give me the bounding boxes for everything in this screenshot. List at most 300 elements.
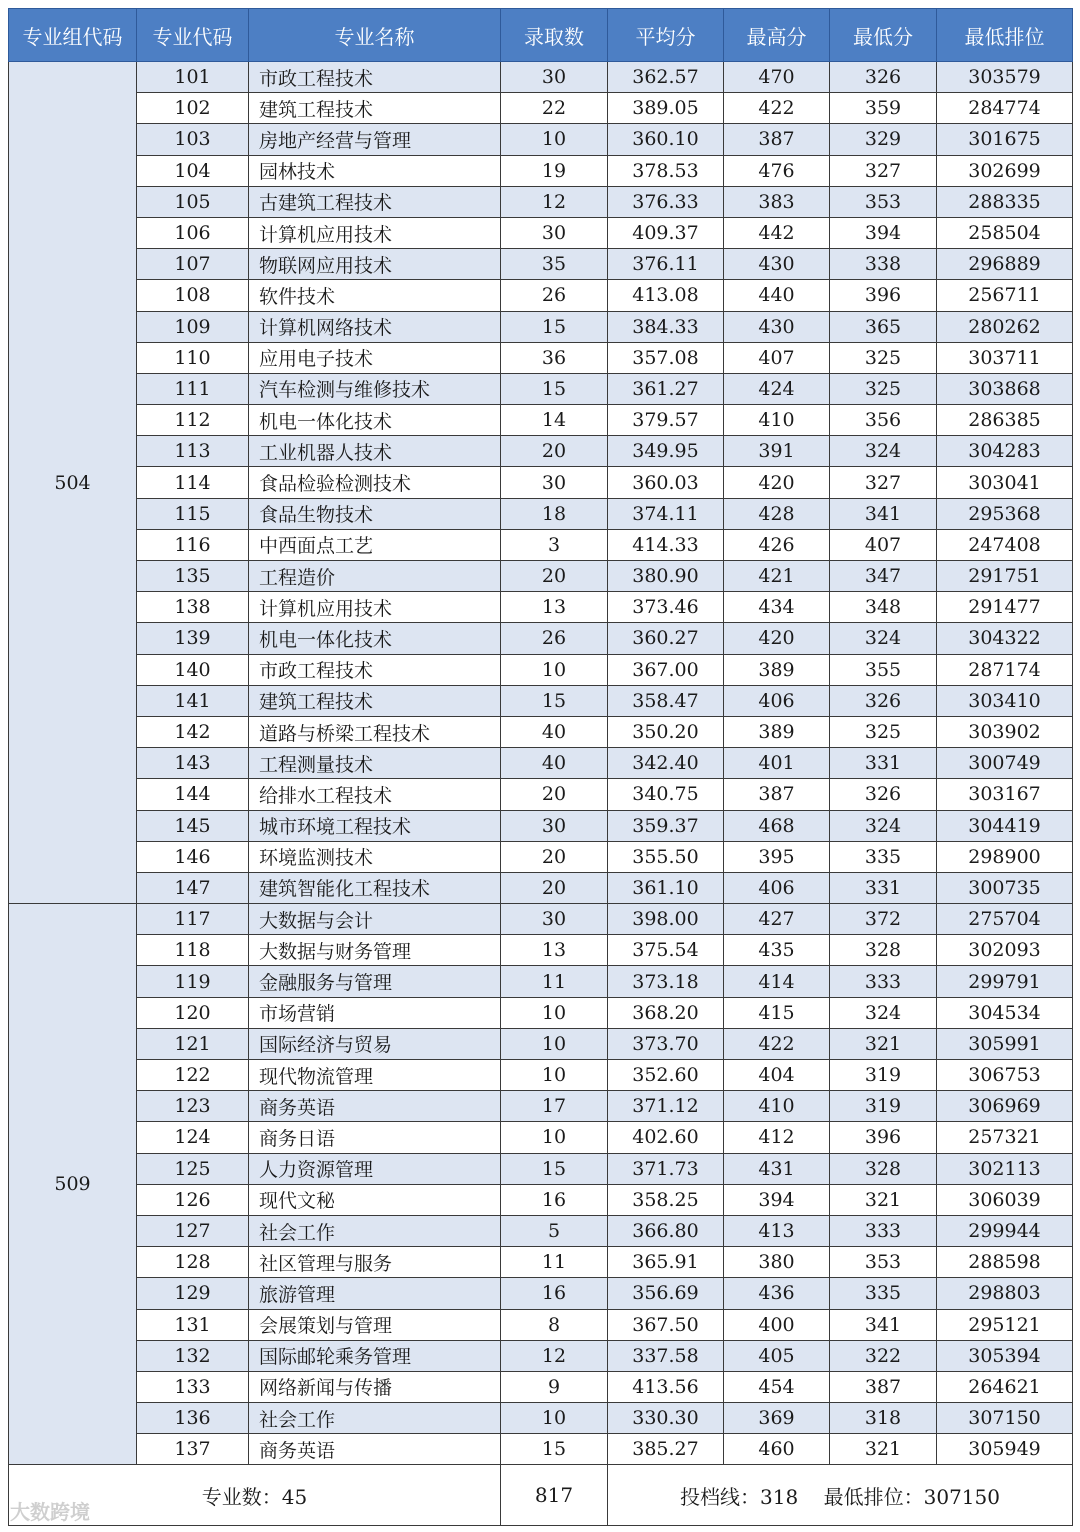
major-name-cell: 市场营销	[249, 997, 501, 1028]
min-score-cell: 394	[830, 217, 937, 248]
admitted-cell: 11	[501, 1247, 608, 1278]
average-cell: 409.37	[608, 217, 724, 248]
average-cell: 379.57	[608, 405, 724, 436]
admitted-cell: 26	[501, 623, 608, 654]
admitted-cell: 10	[501, 654, 608, 685]
min-rank-cell: 288598	[937, 1247, 1073, 1278]
max-score-cell: 394	[724, 1184, 830, 1215]
min-score-cell: 322	[830, 1340, 937, 1371]
min-score-cell: 331	[830, 872, 937, 903]
average-cell: 349.95	[608, 436, 724, 467]
admitted-cell: 36	[501, 342, 608, 373]
max-score-cell: 415	[724, 997, 830, 1028]
admitted-cell: 5	[501, 1215, 608, 1246]
major-code-cell: 114	[137, 467, 249, 498]
major-name-cell: 给排水工程技术	[249, 779, 501, 810]
major-name-cell: 应用电子技术	[249, 342, 501, 373]
min-rank-cell: 303167	[937, 779, 1073, 810]
major-name-cell: 现代物流管理	[249, 1060, 501, 1091]
major-code-cell: 125	[137, 1153, 249, 1184]
min-score-cell: 327	[830, 155, 937, 186]
min-rank-cell: 300749	[937, 748, 1073, 779]
major-name-cell: 社会工作	[249, 1403, 501, 1434]
table-row	[9, 748, 1073, 779]
average-cell: 350.20	[608, 716, 724, 747]
table-row	[9, 342, 1073, 373]
min-rank-cell: 303041	[937, 467, 1073, 498]
min-rank-cell: 299791	[937, 966, 1073, 997]
min-score-cell: 335	[830, 1278, 937, 1309]
admitted-cell: 30	[501, 217, 608, 248]
admitted-cell: 13	[501, 592, 608, 623]
average-cell: 330.30	[608, 1403, 724, 1434]
major-name-cell: 金融服务与管理	[249, 966, 501, 997]
header-average: 平均分	[608, 9, 724, 62]
major-name-cell: 计算机应用技术	[249, 217, 501, 248]
admitted-cell: 10	[501, 1403, 608, 1434]
min-rank-cell: 275704	[937, 904, 1073, 935]
admitted-cell: 10	[501, 997, 608, 1028]
admitted-cell: 16	[501, 1278, 608, 1309]
min-rank-cell: 303410	[937, 685, 1073, 716]
average-cell: 384.33	[608, 311, 724, 342]
max-score-cell: 420	[724, 467, 830, 498]
min-score-cell: 326	[830, 685, 937, 716]
min-rank-cell: 257321	[937, 1122, 1073, 1153]
min-rank-cell: 306969	[937, 1091, 1073, 1122]
average-cell: 371.12	[608, 1091, 724, 1122]
average-cell: 365.91	[608, 1247, 724, 1278]
admitted-cell: 13	[501, 935, 608, 966]
table-row	[9, 311, 1073, 342]
major-code-cell: 118	[137, 935, 249, 966]
average-cell: 398.00	[608, 904, 724, 935]
min-rank-cell: 300735	[937, 872, 1073, 903]
min-rank-cell: 302699	[937, 155, 1073, 186]
min-score-cell: 341	[830, 1309, 937, 1340]
average-cell: 376.11	[608, 249, 724, 280]
max-score-cell: 387	[724, 779, 830, 810]
min-score-cell: 348	[830, 592, 937, 623]
max-score-cell: 460	[724, 1434, 830, 1465]
min-score-cell: 324	[830, 810, 937, 841]
header-major-name: 专业名称	[249, 9, 501, 62]
max-score-cell: 380	[724, 1247, 830, 1278]
average-cell: 378.53	[608, 155, 724, 186]
min-rank-cell: 287174	[937, 654, 1073, 685]
max-score-cell: 391	[724, 436, 830, 467]
min-score-cell: 324	[830, 623, 937, 654]
major-name-cell: 会展策划与管理	[249, 1309, 501, 1340]
average-cell: 368.20	[608, 997, 724, 1028]
max-score-cell: 422	[724, 93, 830, 124]
major-name-cell: 社区管理与服务	[249, 1247, 501, 1278]
admitted-cell: 30	[501, 62, 608, 93]
max-score-cell: 387	[724, 124, 830, 155]
table-row	[9, 935, 1073, 966]
major-code-cell: 119	[137, 966, 249, 997]
major-name-cell: 计算机应用技术	[249, 592, 501, 623]
table-row	[9, 249, 1073, 280]
min-score-cell: 331	[830, 748, 937, 779]
min-rank-cell: 306753	[937, 1060, 1073, 1091]
table-row	[9, 467, 1073, 498]
min-score-cell: 333	[830, 966, 937, 997]
admitted-cell: 35	[501, 249, 608, 280]
average-cell: 413.56	[608, 1371, 724, 1402]
major-code-cell: 126	[137, 1184, 249, 1215]
admitted-cell: 15	[501, 685, 608, 716]
average-cell: 360.27	[608, 623, 724, 654]
major-code-cell: 135	[137, 561, 249, 592]
major-code-cell: 137	[137, 1434, 249, 1465]
min-rank-cell: 295121	[937, 1309, 1073, 1340]
average-cell: 375.54	[608, 935, 724, 966]
min-rank-cell: 247408	[937, 529, 1073, 560]
admitted-cell: 3	[501, 529, 608, 560]
table-row	[9, 1184, 1073, 1215]
major-code-cell: 144	[137, 779, 249, 810]
max-score-cell: 428	[724, 498, 830, 529]
admitted-cell: 20	[501, 779, 608, 810]
min-score-cell: 321	[830, 1434, 937, 1465]
footer-row	[9, 1465, 1073, 1526]
average-cell: 357.08	[608, 342, 724, 373]
table-row	[9, 1247, 1073, 1278]
header-max: 最高分	[724, 9, 830, 62]
table-row	[9, 280, 1073, 311]
max-score-cell: 431	[724, 1153, 830, 1184]
major-code-cell: 129	[137, 1278, 249, 1309]
table-row	[9, 810, 1073, 841]
major-code-cell: 102	[137, 93, 249, 124]
admitted-cell: 10	[501, 1122, 608, 1153]
average-cell: 367.00	[608, 654, 724, 685]
min-score-cell: 407	[830, 529, 937, 560]
max-score-cell: 421	[724, 561, 830, 592]
min-score-cell: 325	[830, 342, 937, 373]
max-score-cell: 401	[724, 748, 830, 779]
min-score-cell: 353	[830, 1247, 937, 1278]
table-row	[9, 1060, 1073, 1091]
min-rank-cell: 306039	[937, 1184, 1073, 1215]
max-score-cell: 454	[724, 1371, 830, 1402]
major-name-cell: 城市环境工程技术	[249, 810, 501, 841]
max-score-cell: 476	[724, 155, 830, 186]
min-score-cell: 319	[830, 1091, 937, 1122]
min-score-cell: 335	[830, 841, 937, 872]
min-score-cell: 321	[830, 1184, 937, 1215]
table-row	[9, 654, 1073, 685]
footer-major-count: 专业数：45	[9, 1465, 501, 1526]
min-score-cell: 326	[830, 779, 937, 810]
max-score-cell: 413	[724, 1215, 830, 1246]
major-name-cell: 商务英语	[249, 1091, 501, 1122]
table-row	[9, 155, 1073, 186]
max-score-cell: 427	[724, 904, 830, 935]
major-code-cell: 140	[137, 654, 249, 685]
min-rank-cell: 288335	[937, 186, 1073, 217]
major-name-cell: 大数据与财务管理	[249, 935, 501, 966]
major-name-cell: 国际经济与贸易	[249, 1028, 501, 1059]
average-cell: 358.25	[608, 1184, 724, 1215]
major-code-cell: 117	[137, 904, 249, 935]
admitted-cell: 12	[501, 1340, 608, 1371]
min-score-cell: 396	[830, 280, 937, 311]
average-cell: 376.33	[608, 186, 724, 217]
major-code-cell: 122	[137, 1060, 249, 1091]
major-name-cell: 环境监测技术	[249, 841, 501, 872]
average-cell: 385.27	[608, 1434, 724, 1465]
max-score-cell: 410	[724, 405, 830, 436]
average-cell: 361.10	[608, 872, 724, 903]
admitted-cell: 18	[501, 498, 608, 529]
major-code-cell: 101	[137, 62, 249, 93]
max-score-cell: 420	[724, 623, 830, 654]
header-group-code: 专业组代码	[9, 9, 137, 62]
admitted-cell: 17	[501, 1091, 608, 1122]
average-cell: 360.03	[608, 467, 724, 498]
average-cell: 373.18	[608, 966, 724, 997]
min-score-cell: 325	[830, 716, 937, 747]
admitted-cell: 9	[501, 1371, 608, 1402]
major-code-cell: 133	[137, 1371, 249, 1402]
min-score-cell: 341	[830, 498, 937, 529]
admitted-cell: 12	[501, 186, 608, 217]
average-cell: 361.27	[608, 373, 724, 404]
min-rank-cell: 299944	[937, 1215, 1073, 1246]
min-score-cell: 318	[830, 1403, 937, 1434]
major-code-cell: 132	[137, 1340, 249, 1371]
major-code-cell: 124	[137, 1122, 249, 1153]
major-code-cell: 127	[137, 1215, 249, 1246]
major-name-cell: 计算机网络技术	[249, 311, 501, 342]
major-name-cell: 古建筑工程技术	[249, 186, 501, 217]
average-cell: 371.73	[608, 1153, 724, 1184]
min-score-cell: 329	[830, 124, 937, 155]
average-cell: 358.47	[608, 685, 724, 716]
min-rank-cell: 258504	[937, 217, 1073, 248]
min-rank-cell: 302113	[937, 1153, 1073, 1184]
table-row	[9, 561, 1073, 592]
admitted-cell: 15	[501, 373, 608, 404]
header-major-code: 专业代码	[137, 9, 249, 62]
admitted-cell: 30	[501, 810, 608, 841]
min-rank-cell: 295368	[937, 498, 1073, 529]
max-score-cell: 404	[724, 1060, 830, 1091]
major-name-cell: 市政工程技术	[249, 654, 501, 685]
max-score-cell: 468	[724, 810, 830, 841]
min-score-cell: 396	[830, 1122, 937, 1153]
admitted-cell: 19	[501, 155, 608, 186]
min-score-cell: 328	[830, 1153, 937, 1184]
major-name-cell: 商务英语	[249, 1434, 501, 1465]
admitted-cell: 10	[501, 124, 608, 155]
table-row	[9, 498, 1073, 529]
group-code-cell: 504	[9, 62, 137, 904]
min-score-cell: 324	[830, 436, 937, 467]
admitted-cell: 15	[501, 311, 608, 342]
average-cell: 360.10	[608, 124, 724, 155]
min-rank-cell: 307150	[937, 1403, 1073, 1434]
major-code-cell: 143	[137, 748, 249, 779]
average-cell: 337.58	[608, 1340, 724, 1371]
major-name-cell: 工程造价	[249, 561, 501, 592]
max-score-cell: 406	[724, 685, 830, 716]
table-row	[9, 1028, 1073, 1059]
min-score-cell: 387	[830, 1371, 937, 1402]
table-row	[9, 841, 1073, 872]
max-score-cell: 406	[724, 872, 830, 903]
min-score-cell: 353	[830, 186, 937, 217]
table-row	[9, 373, 1073, 404]
min-score-cell: 325	[830, 373, 937, 404]
table-row	[9, 405, 1073, 436]
admitted-cell: 30	[501, 904, 608, 935]
average-cell: 373.70	[608, 1028, 724, 1059]
major-code-cell: 103	[137, 124, 249, 155]
min-score-cell: 347	[830, 561, 937, 592]
major-name-cell: 机电一体化技术	[249, 623, 501, 654]
min-rank-cell: 291477	[937, 592, 1073, 623]
table-row	[9, 62, 1073, 93]
admitted-cell: 11	[501, 966, 608, 997]
min-rank-cell: 298900	[937, 841, 1073, 872]
admitted-cell: 20	[501, 841, 608, 872]
admitted-cell: 20	[501, 561, 608, 592]
min-rank-cell: 256711	[937, 280, 1073, 311]
max-score-cell: 424	[724, 373, 830, 404]
table-row	[9, 436, 1073, 467]
min-rank-cell: 298803	[937, 1278, 1073, 1309]
table-row	[9, 966, 1073, 997]
average-cell: 356.69	[608, 1278, 724, 1309]
major-code-cell: 128	[137, 1247, 249, 1278]
major-code-cell: 113	[137, 436, 249, 467]
footer-total-admitted: 817	[501, 1465, 608, 1526]
major-code-cell: 107	[137, 249, 249, 280]
max-score-cell: 400	[724, 1309, 830, 1340]
admitted-cell: 26	[501, 280, 608, 311]
major-name-cell: 人力资源管理	[249, 1153, 501, 1184]
major-name-cell: 工程测量技术	[249, 748, 501, 779]
major-code-cell: 105	[137, 186, 249, 217]
max-score-cell: 405	[724, 1340, 830, 1371]
watermark: 大数跨境	[10, 1500, 90, 1524]
max-score-cell: 435	[724, 935, 830, 966]
min-rank-cell: 305991	[937, 1028, 1073, 1059]
major-name-cell: 园林技术	[249, 155, 501, 186]
min-rank-cell: 304322	[937, 623, 1073, 654]
max-score-cell: 430	[724, 249, 830, 280]
min-score-cell: 324	[830, 997, 937, 1028]
major-code-cell: 139	[137, 623, 249, 654]
average-cell: 389.05	[608, 93, 724, 124]
table-row	[9, 872, 1073, 903]
admitted-cell: 16	[501, 1184, 608, 1215]
min-rank-cell: 264621	[937, 1371, 1073, 1402]
table-row	[9, 1434, 1073, 1465]
header-row	[9, 9, 1073, 62]
admitted-cell: 22	[501, 93, 608, 124]
max-score-cell: 383	[724, 186, 830, 217]
table-row	[9, 1215, 1073, 1246]
max-score-cell: 434	[724, 592, 830, 623]
table-row	[9, 1153, 1073, 1184]
major-name-cell: 网络新闻与传播	[249, 1371, 501, 1402]
major-name-cell: 食品生物技术	[249, 498, 501, 529]
max-score-cell: 470	[724, 62, 830, 93]
min-score-cell: 355	[830, 654, 937, 685]
major-name-cell: 社会工作	[249, 1215, 501, 1246]
header-admitted: 录取数	[501, 9, 608, 62]
major-name-cell: 食品检验检测技术	[249, 467, 501, 498]
average-cell: 362.57	[608, 62, 724, 93]
max-score-cell: 436	[724, 1278, 830, 1309]
table-row	[9, 623, 1073, 654]
major-code-cell: 109	[137, 311, 249, 342]
major-code-cell: 138	[137, 592, 249, 623]
major-code-cell: 146	[137, 841, 249, 872]
table-row	[9, 997, 1073, 1028]
max-score-cell: 369	[724, 1403, 830, 1434]
admitted-cell: 40	[501, 716, 608, 747]
major-name-cell: 道路与桥梁工程技术	[249, 716, 501, 747]
average-cell: 414.33	[608, 529, 724, 560]
min-score-cell: 321	[830, 1028, 937, 1059]
average-cell: 373.46	[608, 592, 724, 623]
table-row	[9, 1340, 1073, 1371]
major-code-cell: 108	[137, 280, 249, 311]
major-code-cell: 104	[137, 155, 249, 186]
min-rank-cell: 280262	[937, 311, 1073, 342]
min-score-cell: 328	[830, 935, 937, 966]
major-name-cell: 旅游管理	[249, 1278, 501, 1309]
table-row	[9, 592, 1073, 623]
header-min-rank: 最低排位	[937, 9, 1073, 62]
admitted-cell: 30	[501, 467, 608, 498]
major-code-cell: 115	[137, 498, 249, 529]
average-cell: 340.75	[608, 779, 724, 810]
major-code-cell: 123	[137, 1091, 249, 1122]
major-name-cell: 建筑工程技术	[249, 93, 501, 124]
min-score-cell: 356	[830, 405, 937, 436]
table-row	[9, 217, 1073, 248]
max-score-cell: 412	[724, 1122, 830, 1153]
table-row	[9, 716, 1073, 747]
table-row	[9, 685, 1073, 716]
max-score-cell: 426	[724, 529, 830, 560]
min-score-cell: 372	[830, 904, 937, 935]
min-rank-cell: 303868	[937, 373, 1073, 404]
min-rank-cell: 291751	[937, 561, 1073, 592]
major-name-cell: 商务日语	[249, 1122, 501, 1153]
min-score-cell: 338	[830, 249, 937, 280]
max-score-cell: 395	[724, 841, 830, 872]
admitted-cell: 40	[501, 748, 608, 779]
min-rank-cell: 303579	[937, 62, 1073, 93]
max-score-cell: 442	[724, 217, 830, 248]
min-score-cell: 326	[830, 62, 937, 93]
admission-table	[8, 8, 1073, 1526]
major-code-cell: 141	[137, 685, 249, 716]
table-row	[9, 186, 1073, 217]
min-rank-cell: 303902	[937, 716, 1073, 747]
average-cell: 380.90	[608, 561, 724, 592]
min-rank-cell: 296889	[937, 249, 1073, 280]
min-rank-cell: 305949	[937, 1434, 1073, 1465]
major-name-cell: 中西面点工艺	[249, 529, 501, 560]
